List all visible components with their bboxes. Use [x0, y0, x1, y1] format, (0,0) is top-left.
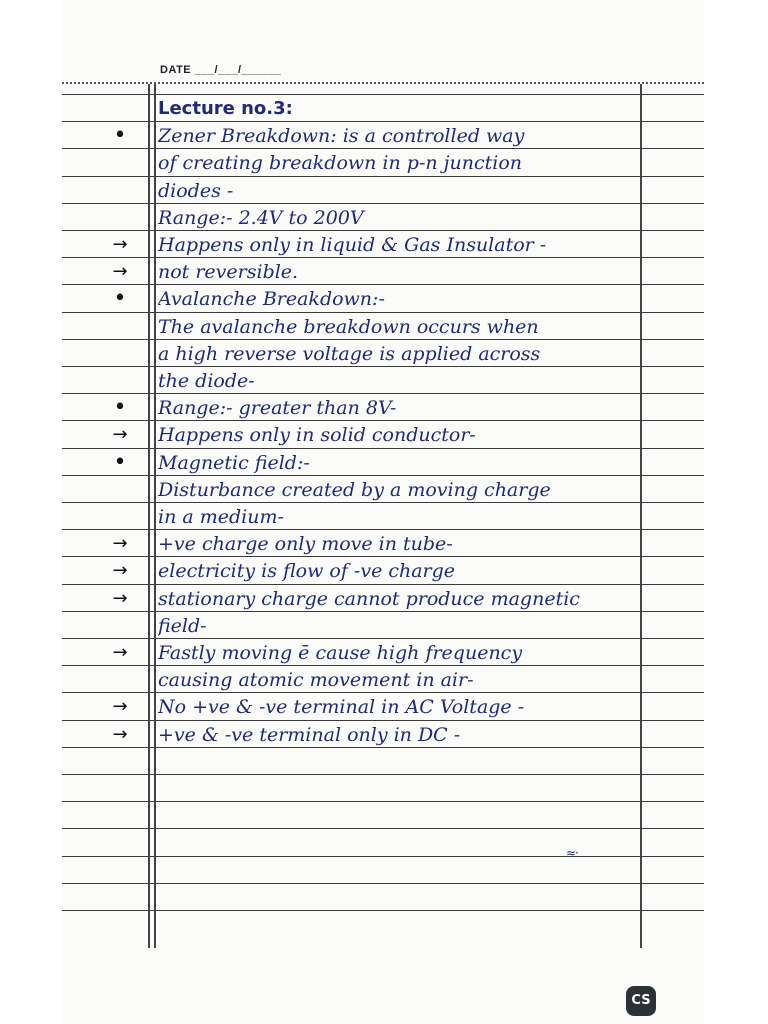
note-line: causing atomic movement in air- [158, 669, 474, 692]
arrow-right-icon: → [112, 533, 128, 555]
arrow-right-icon: → [112, 696, 128, 718]
note-line: in a medium- [158, 506, 284, 528]
ruled-line [62, 774, 704, 775]
bullet-icon: • [113, 286, 127, 312]
bullet-icon: • [113, 395, 127, 421]
note-line: diodes - [158, 179, 234, 202]
arrow-right-icon: → [112, 642, 128, 663]
margin-line-left [148, 84, 150, 948]
arrow-right-icon: → [112, 587, 128, 609]
arrow-right-icon: → [112, 424, 128, 446]
note-line: stationary charge cannot produce magnetic [158, 587, 580, 610]
note-line: Zener Breakdown: is a controlled way [158, 125, 525, 148]
note-line: of creating breakdown in p-n junction [158, 152, 523, 175]
arrow-right-icon: → [112, 234, 128, 255]
bullet-icon: • [113, 449, 127, 475]
top-dotted-rule [62, 82, 704, 84]
arrow-right-icon: → [112, 723, 128, 745]
margin-line-left-inner [154, 84, 156, 948]
note-line: Fastly moving ē cause high frequency [158, 642, 523, 664]
ruled-line [62, 910, 704, 911]
note-line: Happens only in solid conductor- [158, 424, 476, 447]
arrow-right-icon: → [112, 261, 128, 283]
ruled-line [62, 828, 704, 829]
note-line: a high reverse voltage is applied across [158, 342, 541, 365]
note-line: +ve & -ve terminal only in DC - [158, 723, 461, 746]
lecture-heading: Lecture no.3: [158, 98, 293, 119]
note-line: the diode- [158, 370, 255, 392]
ruled-line [62, 856, 704, 857]
camscanner-badge: CS [626, 986, 656, 1016]
date-field: DATE ___/___/______ [160, 64, 282, 76]
note-line: Disturbance created by a moving charge [158, 478, 551, 501]
ruled-line [62, 883, 704, 884]
note-line: not reversible. [158, 261, 299, 284]
note-line: Range:- 2.4V to 200V [158, 206, 364, 229]
ruled-line [62, 801, 704, 802]
bullet-icon: • [113, 123, 127, 149]
note-line: Avalanche Breakdown:- [158, 288, 385, 311]
note-line: electricity is flow of -ve charge [158, 560, 456, 583]
note-line: Magnetic field:- [158, 451, 310, 474]
stray-pen-mark: ≈· [566, 846, 578, 860]
note-line: Range:- greater than 8V- [158, 397, 397, 420]
note-line: No +ve & -ve terminal in AC Voltage - [158, 696, 525, 719]
arrow-right-icon: → [112, 560, 128, 582]
note-line: The avalanche breakdown occurs when [158, 315, 539, 338]
note-line: Happens only in liquid & Gas Insulator - [158, 234, 547, 256]
note-line: +ve charge only move in tube- [158, 533, 453, 556]
note-line: field- [158, 614, 207, 637]
ruled-line [62, 94, 704, 95]
